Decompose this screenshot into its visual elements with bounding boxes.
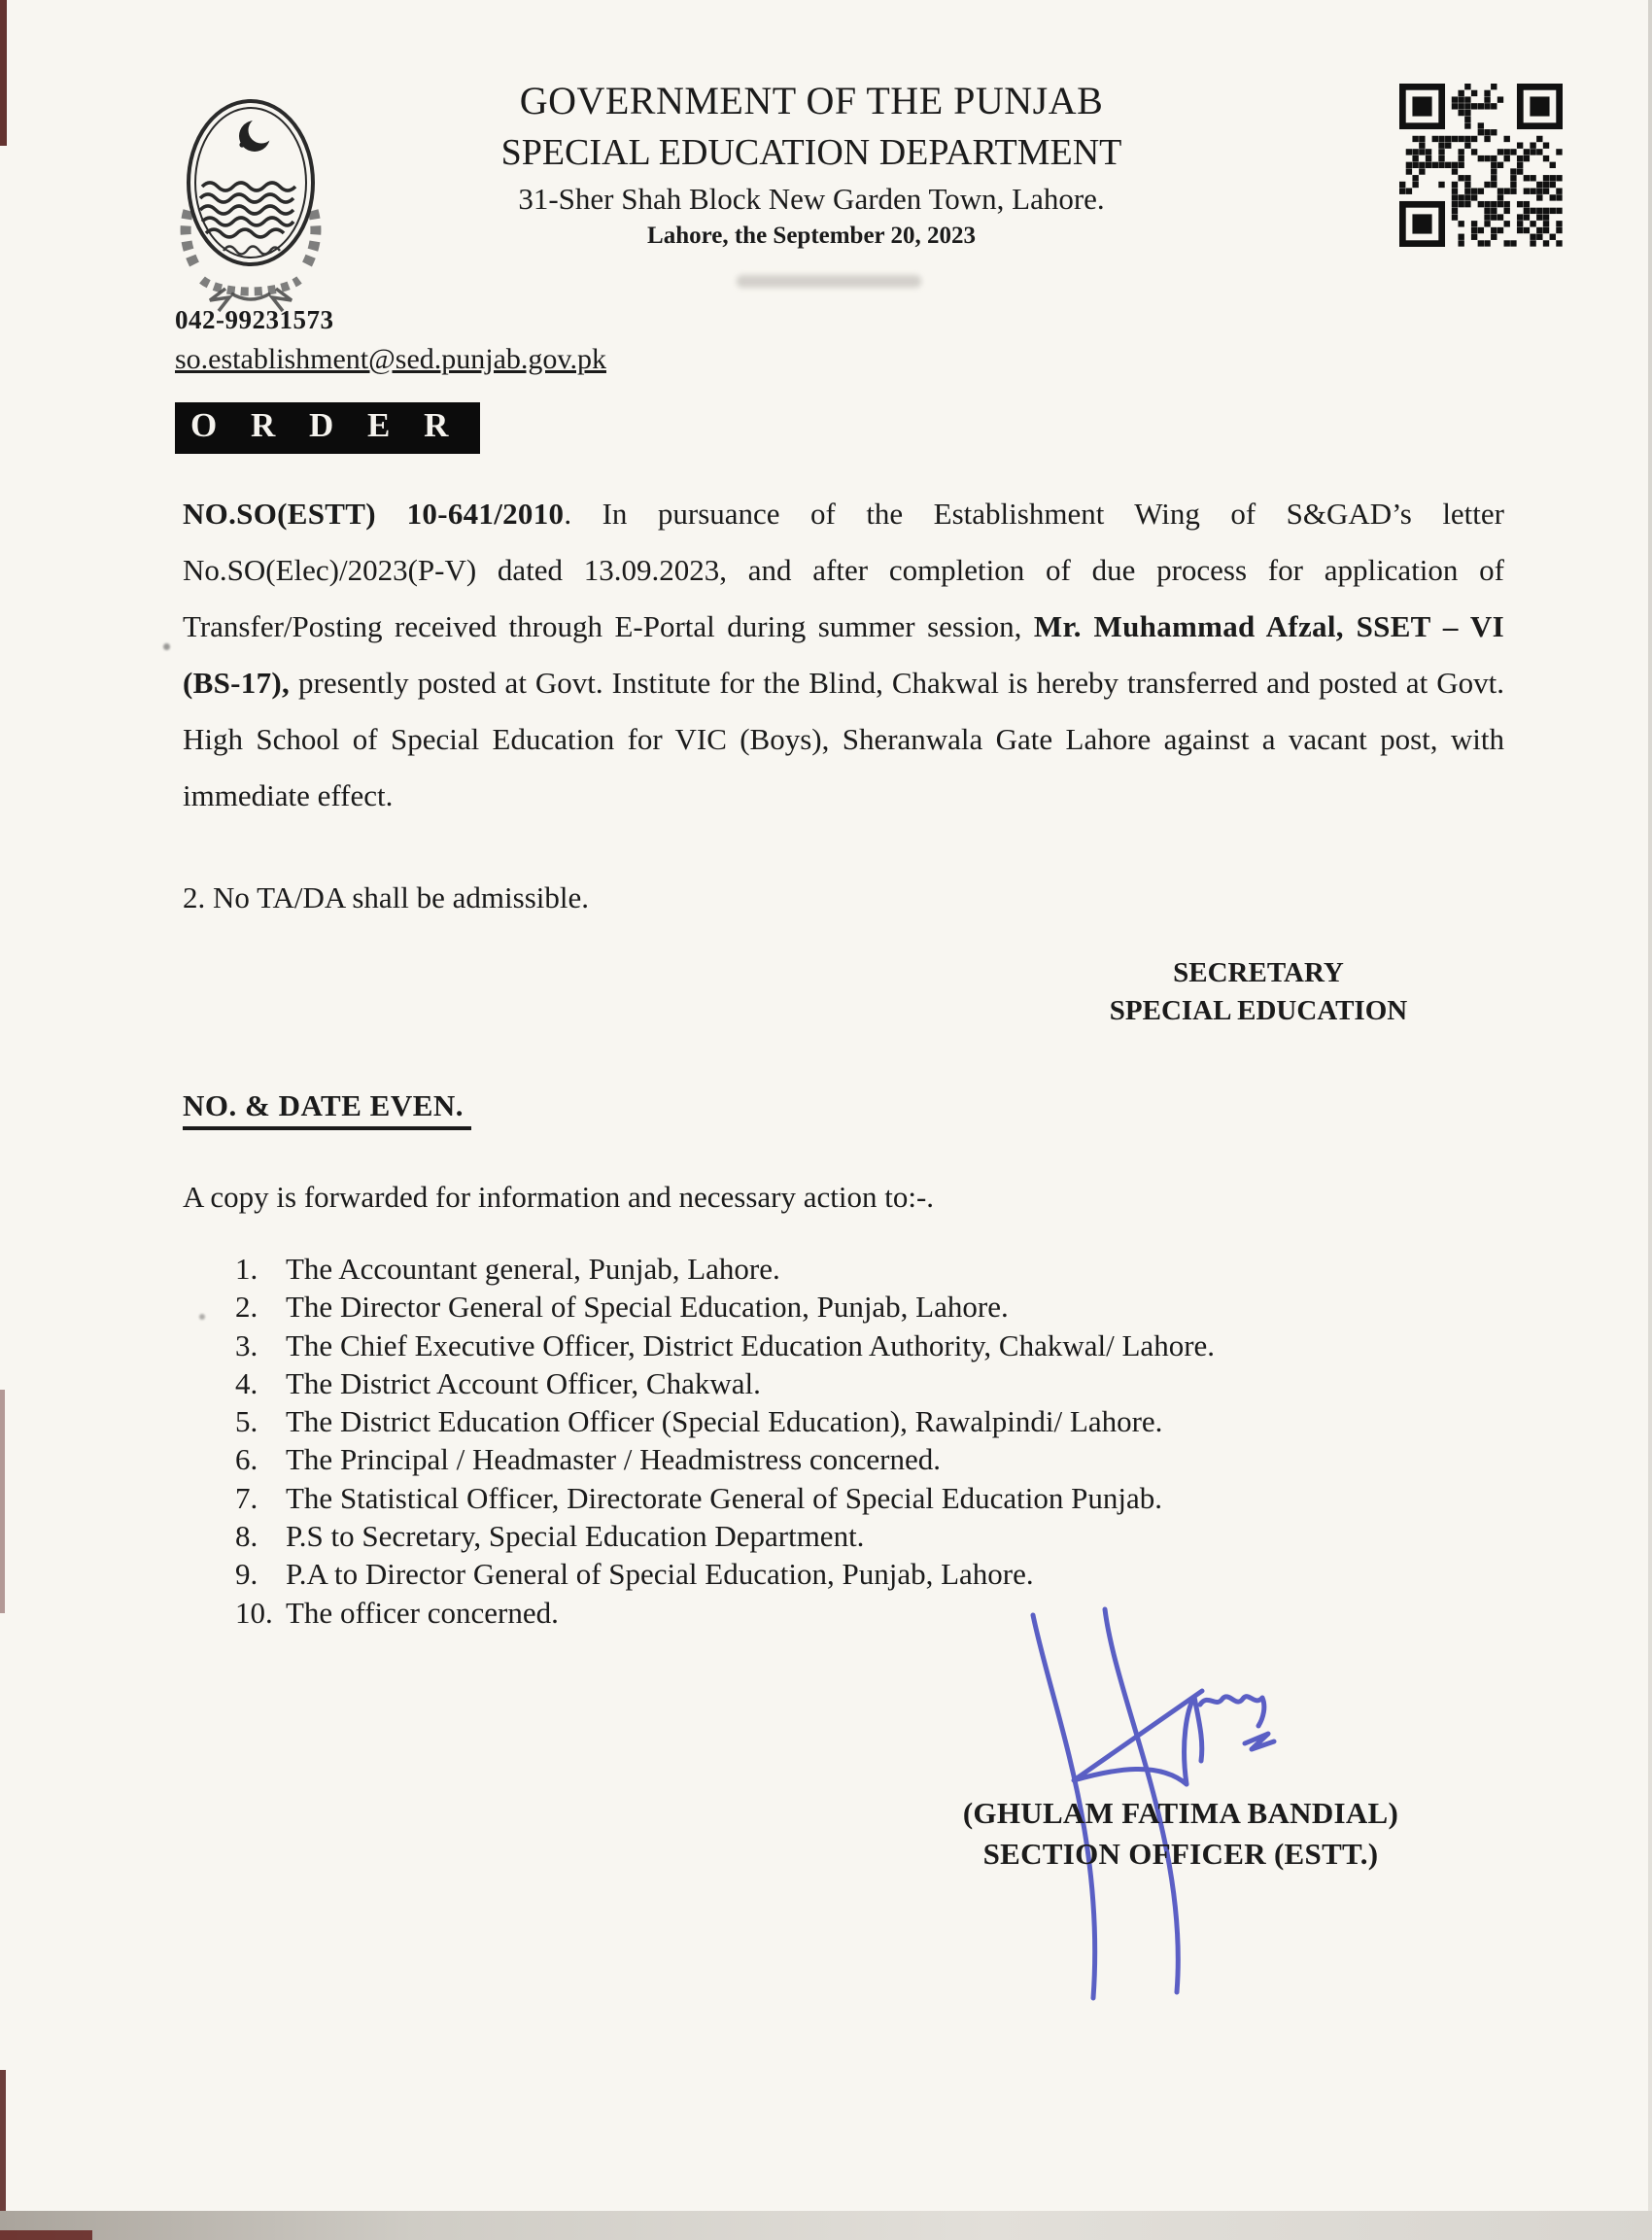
qr-code (1399, 84, 1563, 247)
org-address: 31-Sher Shah Block New Garden Town, Lahore. (518, 182, 1105, 216)
signature-block (923, 1793, 1438, 1875)
punjab-government-crest-logo (167, 89, 334, 315)
list-item (235, 1402, 1215, 1440)
list-item-number: 9. (235, 1557, 258, 1592)
list-item-text: The Accountant general, Punjab, Lahore. (286, 1252, 780, 1286)
scan-bottom-band (0, 2211, 1652, 2240)
list-item-text: The officer concerned. (286, 1595, 559, 1630)
scan-speck (199, 1314, 205, 1320)
list-item-number: 4. (235, 1365, 258, 1400)
list-item-number: 5. (235, 1404, 258, 1439)
signatory-name: (GHULAM FATIMA BANDIAL) (962, 1796, 1399, 1830)
signatory-designation: SECTION OFFICER (ESTT.) (982, 1837, 1379, 1871)
list-item-number: 2. (235, 1290, 258, 1325)
letterhead (350, 78, 1273, 250)
scan-edge-artifact (0, 1390, 5, 1613)
scan-edge-artifact (0, 0, 7, 146)
list-item-text: P.A to Director General of Special Education, Punjab, Lahore. (286, 1557, 1034, 1592)
scan-edge-artifact (0, 2230, 92, 2240)
transferee-name: Mr. Muhammad Afzal, SSET – VI (BS-17), (183, 609, 1504, 700)
list-item (235, 1288, 1215, 1326)
list-item (235, 1517, 1215, 1555)
org-title-line1: GOVERNMENT OF THE PUNJAB (519, 79, 1104, 122)
list-item-text: The Statistical Officer, Directorate General of Special Education Punjab. (286, 1480, 1163, 1515)
reference-number: NO.SO(ESTT) 10-641/2010 (183, 497, 565, 531)
email-address: so.establishment@sed.punjab.gov.pk (175, 343, 606, 375)
list-item (235, 1327, 1215, 1364)
list-item-text: The District Education Officer (Special Education), Rawalpindi/ Lahore. (286, 1404, 1163, 1439)
list-item (235, 1555, 1215, 1593)
signatory-title-line2: SPECIAL EDUCATION (1109, 995, 1408, 1026)
list-item-number: 8. (235, 1519, 258, 1554)
signatory-title-line1: SECRETARY (1173, 957, 1344, 988)
order-text-1: . In pursuance of the Establishment Wing of S&GAD’s letter No.SO(Elec)/2023(P-V) dated 13.09.2023, and after completion of due process for application of Transfer/Posting received through E-Portal during summer session, (183, 497, 1504, 643)
signatory-block (1025, 954, 1492, 1030)
list-item-text: The Chief Executive Officer, District Education Authority, Chakwal/ Lahore. (286, 1327, 1216, 1362)
distribution-intro: A copy is forwarded for information and necessary action to:-. (183, 1180, 935, 1214)
letter-date: Lahore, the September 20, 2023 (647, 223, 976, 249)
list-item (235, 1594, 1215, 1632)
phone-number: 042-99231573 (175, 305, 334, 334)
list-item-number: 3. (235, 1327, 258, 1362)
distribution-heading: NO. & DATE EVEN. (183, 1088, 471, 1130)
distribution-list (235, 1250, 1215, 1632)
list-item-text: The Director General of Special Education, Punjab, Lahore. (286, 1290, 1009, 1325)
list-item-number: 10. (235, 1595, 273, 1630)
punjab-crest-icon (167, 89, 334, 315)
order-heading: O R D E R (175, 402, 480, 454)
list-item (235, 1440, 1215, 1478)
order-text-2: presently posted at Govt. Institute for the Blind, Chakwal is hereby transferred and posted at Govt. High School of Special Education for VIC (Boys), Sheranwala Gate Lahore against a vacant post, with immediate effect. (183, 666, 1504, 812)
list-item-text: The Principal / Headmaster / Headmistress concerned. (286, 1442, 942, 1477)
list-item-number: 6. (235, 1442, 258, 1477)
qr-code-icon (1399, 84, 1563, 247)
contact-block (175, 305, 606, 376)
list-item-text: The District Account Officer, Chakwal. (286, 1365, 761, 1400)
scan-speck (163, 643, 170, 650)
scan-edge-artifact (1648, 0, 1652, 2240)
scan-smudge (737, 275, 921, 288)
list-item (235, 1364, 1215, 1402)
org-title-line2: SPECIAL EDUCATION DEPARTMENT (500, 132, 1122, 173)
list-item-number: 7. (235, 1480, 258, 1515)
order-clause-2: 2. No TA/DA shall be admissible. (183, 880, 590, 914)
list-item (235, 1250, 1215, 1288)
list-item-number: 1. (235, 1252, 258, 1286)
list-item (235, 1479, 1215, 1517)
list-item-text: P.S to Secretary, Special Education Department. (286, 1519, 865, 1554)
order-body-paragraph (183, 486, 1504, 824)
